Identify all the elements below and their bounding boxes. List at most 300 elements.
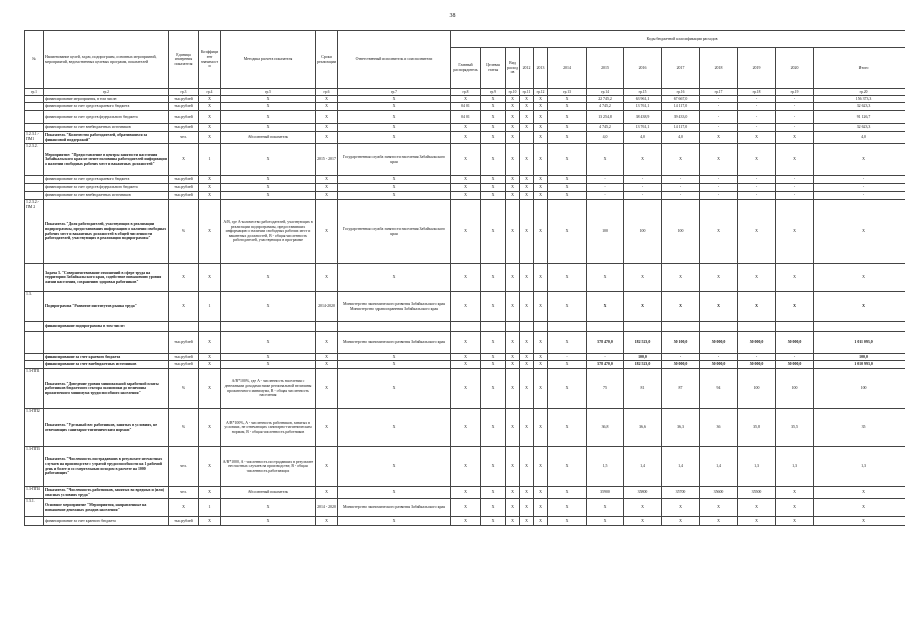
row-name: финансирование за счет внебюджетных источников: [44, 361, 169, 369]
column-number: гр.8: [451, 89, 481, 96]
table-cell: 4 745,2: [587, 103, 624, 111]
table-cell: [814, 322, 905, 332]
table-cell: X: [506, 447, 520, 487]
table-cell: -: [814, 184, 905, 192]
table-cell: X: [548, 184, 587, 192]
table-cell: 39 433,0: [662, 111, 700, 124]
table-cell: X: [814, 487, 905, 499]
table-cell: X: [738, 132, 776, 144]
table-cell: тыс.рублей: [169, 103, 199, 111]
column-number: гр.18: [738, 89, 776, 96]
table-cell: X: [587, 499, 624, 517]
table-row: [25, 176, 905, 184]
table-cell: 35,8: [738, 409, 776, 447]
table-cell: %: [169, 200, 199, 264]
table-cell: X: [316, 409, 338, 447]
table-row: [25, 517, 905, 526]
table-cell: X: [506, 517, 520, 526]
table-cell: X: [316, 517, 338, 526]
table-cell: X: [700, 499, 738, 517]
table-cell: [624, 322, 662, 332]
table-cell: X: [548, 144, 587, 176]
table-cell: X: [548, 332, 587, 354]
table-cell: 36,3: [662, 409, 700, 447]
table-cell: X: [506, 176, 520, 184]
table-cell: [738, 322, 776, 332]
table-cell: X: [624, 499, 662, 517]
column-number: гр.15: [624, 89, 662, 96]
table-cell: 1: [199, 144, 221, 176]
table-cell: X: [481, 132, 506, 144]
table-cell: X: [520, 264, 534, 292]
table-cell: X: [624, 517, 662, 526]
table-row: [25, 447, 905, 487]
table-cell: X: [451, 292, 481, 322]
table-cell: [587, 322, 624, 332]
table-cell: 94: [700, 369, 738, 409]
row-code: 1.2.3.2.: [25, 144, 44, 176]
table-cell: X: [338, 487, 451, 499]
table-cell: X: [316, 192, 338, 200]
table-cell: X: [451, 499, 481, 517]
table-cell: X: [624, 264, 662, 292]
table-cell: 50 000,0: [738, 361, 776, 369]
row-name: Показатель "Количество работодателей, обратившихся за финансовой поддержкой": [44, 132, 169, 144]
column-number: гр.11: [520, 89, 534, 96]
table-cell: тыс.рублей: [169, 354, 199, 361]
table-cell: X: [548, 96, 587, 103]
table-cell: X: [481, 144, 506, 176]
table-cell: 32 623,3: [814, 124, 905, 132]
table-cell: X: [520, 332, 534, 354]
table-cell: 38 438,9: [624, 111, 662, 124]
table-cell: -: [700, 96, 738, 103]
table-cell: -: [587, 176, 624, 184]
table-cell: %: [169, 409, 199, 447]
table-cell: X: [316, 96, 338, 103]
row-name: финансирование за счет краевого бюджета: [44, 517, 169, 526]
row-code: [25, 517, 44, 526]
table-cell: [451, 322, 481, 332]
table-cell: -: [700, 176, 738, 184]
table-cell: X: [221, 354, 316, 361]
table-cell: 35700: [662, 487, 700, 499]
table-cell: чел.: [169, 487, 199, 499]
table-cell: 4,0: [662, 132, 700, 144]
table-cell: X: [199, 124, 221, 132]
table-cell: X: [520, 111, 534, 124]
table-cell: X: [338, 517, 451, 526]
table-cell: 100: [738, 369, 776, 409]
table-cell: X: [451, 200, 481, 264]
table-cell: X: [481, 517, 506, 526]
table-cell: Министерство экономического развития Забайкальского края: [338, 332, 451, 354]
table-row: [25, 292, 905, 322]
table-cell: -: [776, 103, 814, 111]
table-cell: X: [481, 487, 506, 499]
table-cell: A/B*100%, A - численность работников, занятых в условиях, не отвечающих санитарно-гигиеническим нормам, B - общая численность работников: [221, 409, 316, 447]
table-cell: 81: [624, 369, 662, 409]
table-cell: 35600: [700, 487, 738, 499]
row-code: 1.3-ПП4: [25, 487, 44, 499]
row-code: [25, 361, 44, 369]
table-cell: X: [624, 292, 662, 322]
table-cell: 50 000,0: [700, 332, 738, 354]
table-cell: 04 01: [451, 103, 481, 111]
row-code: [25, 96, 44, 103]
row-code: [25, 176, 44, 184]
row-name: Показатель "Доведение уровня минимальной заработной платы работников бюджетного сектора экономики до величины прожиточного минимума трудоспособного населения": [44, 369, 169, 409]
table-cell: X: [534, 409, 548, 447]
table-cell: X: [316, 354, 338, 361]
table-cell: X: [776, 132, 814, 144]
table-cell: X: [316, 132, 338, 144]
table-cell: X: [451, 332, 481, 354]
table-cell: -: [776, 176, 814, 184]
table-cell: X: [534, 132, 548, 144]
header-row: [25, 31, 905, 48]
header-y2012: 2012: [520, 48, 534, 89]
table-cell: X: [700, 200, 738, 264]
table-cell: X: [481, 292, 506, 322]
table-cell: -: [738, 103, 776, 111]
table-cell: X: [814, 200, 905, 264]
table-cell: X: [506, 111, 520, 124]
table-cell: X: [451, 132, 481, 144]
table-cell: X: [548, 200, 587, 264]
table-row: [25, 354, 905, 361]
header-responsible: Ответственный исполнитель и соисполнители: [338, 31, 451, 89]
table-cell: X: [338, 447, 451, 487]
table-cell: [316, 322, 338, 332]
table-cell: 578 470,0: [587, 332, 624, 354]
header-unit: Единица измерения показателя: [169, 31, 199, 89]
table-cell: 2015 - 2017: [316, 144, 338, 176]
table-cell: X: [548, 487, 587, 499]
header-name: Наименование целей, задач, подпрограмм, основных мероприятий, мероприятий, ведомственных целевых программ, показателей: [44, 31, 169, 89]
table-cell: X: [221, 499, 316, 517]
table-cell: X: [700, 517, 738, 526]
table-cell: 14 117,0: [662, 124, 700, 132]
row-code: 1.3-ПП3: [25, 447, 44, 487]
table-cell: -: [624, 176, 662, 184]
row-name: финансирование за счет средств федерального бюджета: [44, 184, 169, 192]
table-cell: тыс.рублей: [169, 124, 199, 132]
table-cell: X: [506, 96, 520, 103]
table-cell: 1,3: [738, 447, 776, 487]
table-cell: X: [548, 499, 587, 517]
table-cell: X: [548, 103, 587, 111]
table-cell: X: [221, 264, 316, 292]
table-cell: X: [451, 144, 481, 176]
row-name: Подпрограмма "Развитие институтов рынка труда": [44, 292, 169, 322]
table-cell: -: [587, 354, 624, 361]
table-cell: X: [221, 517, 316, 526]
table-cell: X: [199, 176, 221, 184]
table-cell: [548, 322, 587, 332]
row-code: 1.2.3.2.-ПМ 2: [25, 200, 44, 264]
table-cell: X: [548, 361, 587, 369]
table-cell: 75: [587, 369, 624, 409]
table-cell: X: [221, 361, 316, 369]
table-cell: X: [451, 96, 481, 103]
table-cell: тыс.рублей: [169, 361, 199, 369]
table-cell: X: [738, 499, 776, 517]
table-cell: X: [506, 132, 520, 144]
table-cell: X: [451, 176, 481, 184]
table-cell: -: [662, 184, 700, 192]
table-cell: тыс.рублей: [169, 176, 199, 184]
table-cell: X: [169, 499, 199, 517]
table-cell: X: [534, 487, 548, 499]
table-cell: X: [534, 264, 548, 292]
header-coef: Коэффициент значимости: [199, 31, 221, 89]
table-cell: X: [481, 184, 506, 192]
table-cell: 35500: [738, 487, 776, 499]
row-code: [25, 354, 44, 361]
table-cell: 67 667,0: [662, 96, 700, 103]
table-cell: 13 761,1: [624, 103, 662, 111]
table-cell: X: [481, 361, 506, 369]
table-cell: X: [338, 409, 451, 447]
table-cell: -: [776, 192, 814, 200]
row-name: Показатель "Удельный вес работников, занятых в условиях, не отвечающих санитарно-гигиеническим нормам": [44, 409, 169, 447]
table-cell: X: [506, 192, 520, 200]
table-cell: тыс.рублей: [169, 184, 199, 192]
row-code: 1.3-ПП1: [25, 369, 44, 409]
row-name: финансирование подпрограммы в том числе:: [44, 322, 169, 332]
table-cell: 100,0: [814, 354, 905, 361]
table-cell: X: [481, 96, 506, 103]
table-cell: X: [814, 292, 905, 322]
header-y2019: 2019: [738, 48, 776, 89]
table-cell: тыс.рублей: [169, 96, 199, 103]
table-cell: 50 000,0: [776, 361, 814, 369]
table-cell: 36,8: [587, 409, 624, 447]
table-cell: -: [587, 184, 624, 192]
table-cell: X: [624, 144, 662, 176]
column-number: гр.19: [776, 89, 814, 96]
table-cell: X: [587, 292, 624, 322]
row-code: [25, 103, 44, 111]
table-row: [25, 96, 905, 103]
table-cell: 50 000,0: [700, 361, 738, 369]
table-cell: X: [481, 447, 506, 487]
table-cell: X: [338, 111, 451, 124]
table-cell: X: [221, 292, 316, 322]
table-cell: X: [199, 264, 221, 292]
table-row: [25, 369, 905, 409]
table-cell: X: [199, 447, 221, 487]
table-cell: 13 761,1: [624, 124, 662, 132]
table-cell: 63 961,1: [624, 96, 662, 103]
table-cell: X: [776, 264, 814, 292]
row-name: финансирование за счет внебюджетных источников: [44, 192, 169, 200]
table-cell: 91 126,7: [814, 111, 905, 124]
table-cell: X: [587, 264, 624, 292]
row-code: 1.2.3.1.-ПМ1: [25, 132, 44, 144]
table-cell: -: [587, 192, 624, 200]
table-cell: X: [316, 200, 338, 264]
table-cell: [520, 132, 534, 144]
table-cell: X: [520, 103, 534, 111]
row-name: финансирование мероприятия, в том числе:: [44, 96, 169, 103]
table-cell: 13 254,8: [587, 111, 624, 124]
table-cell: X: [548, 192, 587, 200]
table-cell: X: [221, 124, 316, 132]
table-cell: [776, 322, 814, 332]
header-vid: Вид расходов: [506, 48, 520, 89]
table-cell: X: [221, 103, 316, 111]
table-cell: X: [199, 517, 221, 526]
table-cell: [534, 322, 548, 332]
table-cell: X: [520, 369, 534, 409]
table-cell: X: [520, 292, 534, 322]
header-no: №: [25, 31, 44, 89]
table-cell: 04 01: [451, 111, 481, 124]
table-cell: Министерство экономического развития Забайкальского края: [338, 499, 451, 517]
row-name: Основное мероприятие "Мероприятия, направленные на повышение денежных доходов населения": [44, 499, 169, 517]
header-y2013: 2013: [534, 48, 548, 89]
table-row: [25, 124, 905, 132]
row-code: [25, 111, 44, 124]
table-cell: Государственная служба занятости населения Забайкальского края: [338, 200, 451, 264]
table-cell: A/B*100%, где A - численность населения с денежными доходами ниже региональной величины прожиточного минимума, B - общая численность населения: [221, 369, 316, 409]
table-cell: X: [534, 111, 548, 124]
table-cell: X: [587, 517, 624, 526]
table-cell: 182 523,0: [624, 332, 662, 354]
table-cell: X: [451, 264, 481, 292]
table-cell: X: [338, 354, 451, 361]
table-cell: X: [548, 264, 587, 292]
row-name: Мероприятие: "Предоставление в центры занятости населения Забайкальского края не менее половины работодателей информации о наличии свободных рабочих мест и вакантных должностей": [44, 144, 169, 176]
table-cell: [662, 322, 700, 332]
table-cell: -: [814, 176, 905, 184]
table-cell: X: [534, 144, 548, 176]
header-target: Целевая статья: [481, 48, 506, 89]
table-cell: X: [520, 192, 534, 200]
table-cell: X: [221, 176, 316, 184]
column-number: гр.7: [338, 89, 451, 96]
header-main: Главный распорядитель: [451, 48, 481, 89]
table-cell: X: [316, 124, 338, 132]
table-cell: 1,5: [587, 447, 624, 487]
table-cell: X: [316, 361, 338, 369]
column-number: гр.10: [506, 89, 520, 96]
table-cell: X: [662, 264, 700, 292]
table-cell: -: [776, 111, 814, 124]
table-cell: тыс.рублей: [169, 192, 199, 200]
table-cell: -: [776, 124, 814, 132]
table-cell: тыс.рублей: [169, 332, 199, 354]
row-name: финансирование за счет средств федерального бюджета: [44, 111, 169, 124]
table-cell: [338, 322, 451, 332]
table-cell: -: [624, 184, 662, 192]
column-number: гр.12: [534, 89, 548, 96]
table-cell: 50 100,0: [662, 332, 700, 354]
table-cell: X: [662, 499, 700, 517]
table-cell: 2014 - 2020: [316, 499, 338, 517]
table-row: [25, 144, 905, 176]
table-cell: 22 745,2: [587, 96, 624, 103]
table-cell: X: [316, 487, 338, 499]
table-cell: A/B, где A-количество работодателей, участвующих в реализации подпрограммы, предоставивших информацию о наличии свободных рабочих мест и вакантных должностей, B - общая численность работодателей, участвующих в программе: [221, 200, 316, 264]
table-cell: X: [221, 184, 316, 192]
table-cell: X: [700, 132, 738, 144]
header-y2018: 2018: [700, 48, 738, 89]
table-cell: 1,3: [814, 447, 905, 487]
row-code: [25, 264, 44, 292]
table-cell: X: [548, 369, 587, 409]
table-cell: X: [481, 124, 506, 132]
table-cell: X: [451, 124, 481, 132]
table-cell: 100: [624, 200, 662, 264]
table-cell: X: [534, 332, 548, 354]
table-cell: X: [316, 369, 338, 409]
table-cell: X: [548, 124, 587, 132]
table-row: [25, 192, 905, 200]
table-cell: X: [316, 176, 338, 184]
table-cell: Абсолютный показатель: [221, 132, 316, 144]
table-cell: X: [199, 192, 221, 200]
table-cell: X: [451, 487, 481, 499]
table-cell: X: [338, 103, 451, 111]
table-cell: X: [506, 369, 520, 409]
table-cell: X: [338, 369, 451, 409]
table-cell: X: [700, 264, 738, 292]
column-number: гр.5: [221, 89, 316, 96]
table-cell: X: [738, 292, 776, 322]
table-cell: 50 000,0: [738, 332, 776, 354]
table-cell: -: [738, 96, 776, 103]
table-cell: X: [776, 144, 814, 176]
table-cell: 2014-2020: [316, 292, 338, 322]
table-cell: X: [776, 200, 814, 264]
row-code: 1.3.1.: [25, 499, 44, 517]
table-cell: X: [221, 96, 316, 103]
table-cell: X: [199, 369, 221, 409]
column-number: гр.16: [662, 89, 700, 96]
table-cell: X: [738, 200, 776, 264]
table-cell: 87: [662, 369, 700, 409]
table-cell: -: [738, 124, 776, 132]
row-code: 1.3-ПП2: [25, 409, 44, 447]
table-cell: X: [506, 354, 520, 361]
column-number: гр.6: [316, 89, 338, 96]
table-row: [25, 200, 905, 264]
table-cell: X: [481, 264, 506, 292]
table-cell: X: [481, 354, 506, 361]
table-cell: тыс.рублей: [169, 517, 199, 526]
table-cell: 1,3: [776, 447, 814, 487]
column-number: гр.2: [44, 89, 169, 96]
table-cell: [199, 322, 221, 332]
table-cell: -: [738, 176, 776, 184]
table-cell: X: [534, 124, 548, 132]
table-cell: -: [738, 354, 776, 361]
table-cell: 1: [199, 499, 221, 517]
table-cell: X: [534, 176, 548, 184]
table-cell: X: [316, 103, 338, 111]
table-cell: X: [776, 517, 814, 526]
row-name: финансирование за счет средств краевого бюджета: [44, 103, 169, 111]
table-cell: X: [548, 176, 587, 184]
header-y2020: 2020: [776, 48, 814, 89]
table-cell: 578 470,0: [587, 361, 624, 369]
table-cell: X: [338, 184, 451, 192]
table-cell: тыс.рублей: [169, 111, 199, 124]
table-row: [25, 103, 905, 111]
